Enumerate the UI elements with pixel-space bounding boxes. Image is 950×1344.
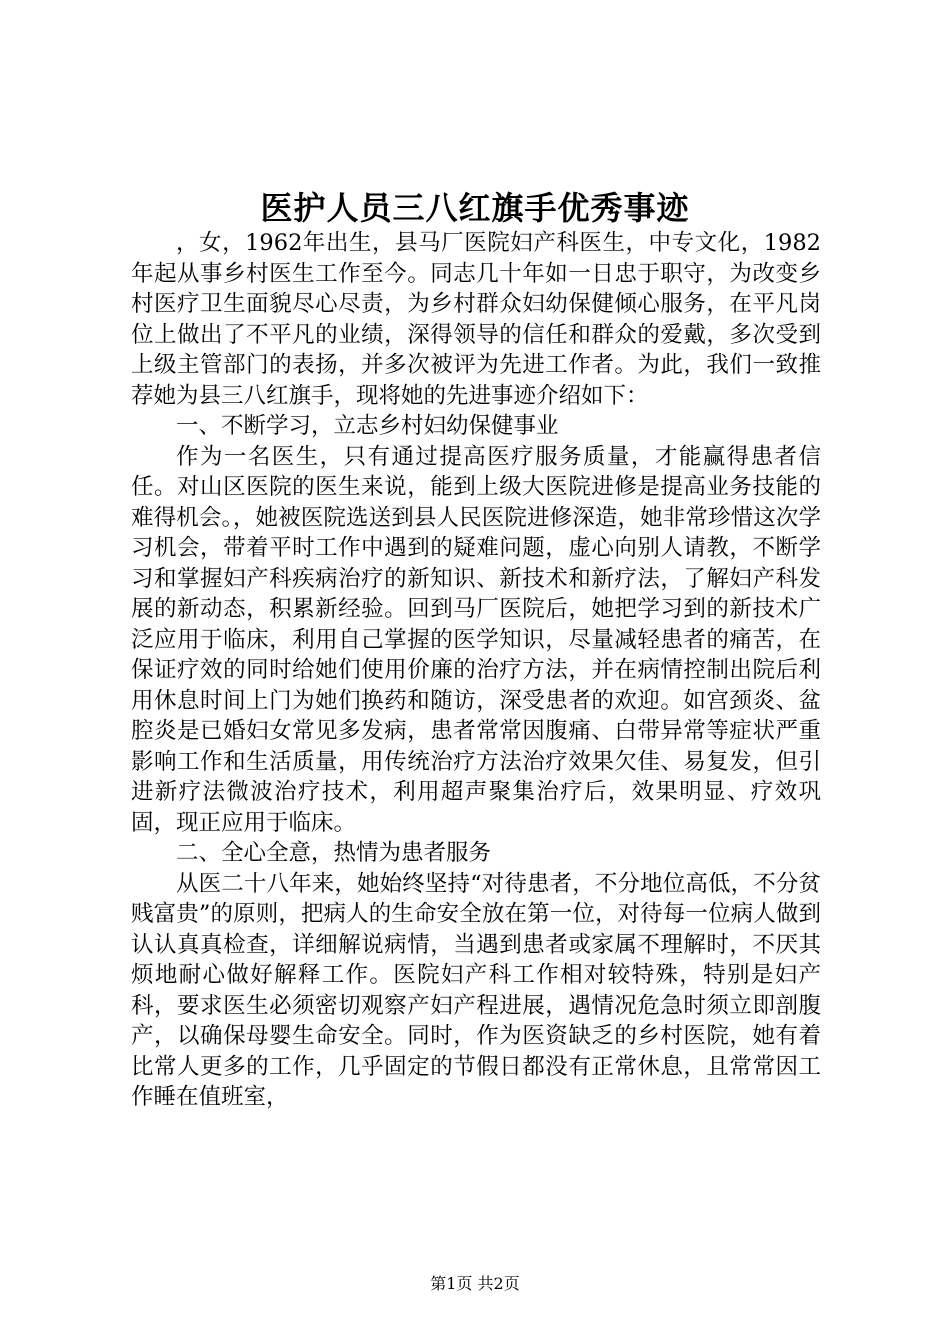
section-2-paragraph: 从医二十八年来，她始终坚持“对待患者，不分地位高低，不分贫贱富贵”的原则，把病人的生命安全放在第一位，对待每一位病人做到认认真真检查，详细解说病情，当遇到患者或家属不理解时，不厌其烦地耐心做好解释工作。医院妇产科工作相对较特殊，特别是妇产科，要求医生必须密切观察产妇产程进展，遇情况危急时须立即剖腹产，以确保母婴生命安全。同时，作为医资缺乏的乡村医院，她有着比常人更多的工作，几乎固定的节假日都没有正常休息，且常常因工作睡在值班室， bbox=[131, 870, 821, 1110]
document-body bbox=[131, 228, 821, 1113]
section-1-paragraph: 作为一名医生，只有通过提高医疗服务质量，才能赢得患者信任。对山区医院的医生来说，能到上级大医院进修是提高业务技能的难得机会。，她被医院选送到县人民医院进修深造，她非常珍惜这次学习机会，带着平时工作中遇到的疑难问题，虚心向别人请教，不断学习和掌握妇产科疾病治疗的新知识、新技术和新疗法，了解妇产科发展的新动态，积累新经验。回到马厂医院后，她把学习到的新技术广泛应用于临床，利用自己掌握的医学知识，尽量减轻患者的痛苦，在保证疗效的同时给她们使用价廉的治疗方法，并在病情控制出院后利用休息时间上门为她们换药和随访，深受患者的欢迎。如宫颈炎、盆腔炎是已婚妇女常见多发病，患者常常因腹痛、白带异常等症状严重影响工作和生活质量，用传统治疗方法治疗效果欠佳、易复发，但引进新疗法微波治疗技术，利用超声聚集治疗后，效果明显、疗效巩固，现正应用于临床。 bbox=[131, 443, 821, 836]
document-title: 医护人员三八红旗手优秀事迹 bbox=[260, 189, 690, 227]
section-heading-2: 二、全心全意，热情为患者服务 bbox=[176, 840, 492, 866]
section-heading-1: 一、不断学习，立志乡村妇幼保健事业 bbox=[176, 413, 559, 439]
intro-paragraph: ，女，1962年出生，县马厂医院妇产科医生，中专文化，1982年起从事乡村医生工作至今。同志几十年如一日忠于职守，为改变乡村医疗卫生面貌尽心尽责，为乡村群众妇幼保健倾心服务，在平凡岗位上做出了不平凡的业绩，深得领导的信任和群众的爱戴，多次受到上级主管部门的表扬，并多次被评为先进工作者。为此，我们一致推荐她为县三八红旗手，现将她的先进事迹介绍如下： bbox=[131, 230, 821, 409]
page-number-footer: 第1页 共2页 bbox=[430, 1274, 520, 1293]
